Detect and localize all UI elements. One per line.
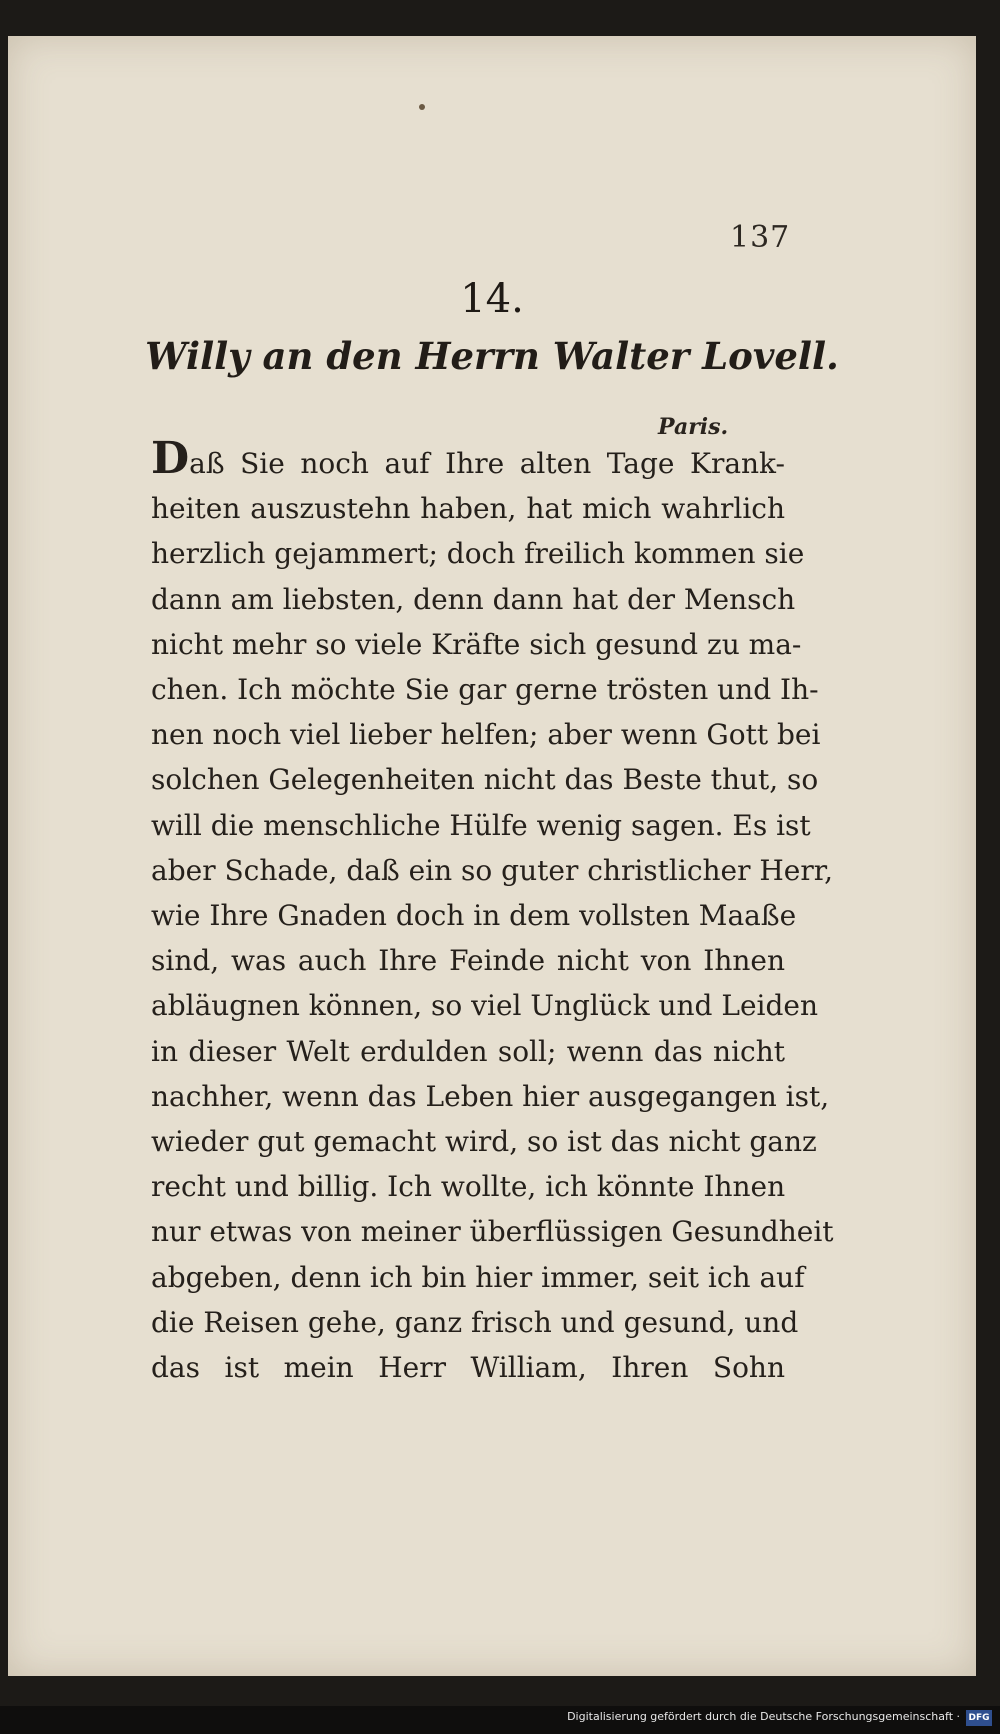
text-line: dann am liebsten, denn dann hat der Mensch [151, 582, 796, 616]
text-line: heiten auszustehn haben, hat mich wahrlich [151, 492, 785, 526]
text-line: recht und billig. Ich wollte, ich könnte Ihnen [151, 1170, 786, 1204]
text-line: wie Ihre Gnaden doch in dem vollsten Maaße [151, 899, 797, 933]
letter-body [151, 433, 834, 1390]
chapter-number: 14. [460, 276, 524, 322]
text-line: will die menschliche Hülfe wenig sagen. Es ist [151, 808, 811, 842]
text-line: nur etwas von meiner überflüssigen Gesundheit [151, 1215, 834, 1249]
page-number: 137 [730, 220, 791, 255]
letter-heading: Willy an den Herrn Walter Lovell. [145, 334, 839, 378]
text-line: nicht mehr so viele Kräfte sich gesund zu ma- [151, 627, 802, 661]
digitization-credit: Digitalisierung gefördert durch die Deutsche Forschungsgemeinschaft · [567, 1710, 960, 1723]
text-line: solchen Gelegenheiten nicht das Beste thut, so [151, 763, 819, 797]
text-line: nen noch viel lieber helfen; aber wenn Gott bei [151, 718, 821, 752]
text-line: nachher, wenn das Leben hier ausgegangen ist, [151, 1079, 830, 1113]
ink-speck [419, 104, 425, 110]
text-line: in dieser Welt erdulden soll; wenn das nicht [151, 1034, 785, 1068]
dfg-logo: DFG [966, 1710, 992, 1726]
text-line: das ist mein Herr William, Ihren Sohn [151, 1351, 785, 1385]
text-line: wieder gut gemacht wird, so ist das nicht ganz [151, 1125, 817, 1159]
text-line: Daß Sie noch auf Ihre alten Tage Krank- [151, 433, 785, 484]
text-line: aber Schade, daß ein so guter christlicher Herr, [151, 853, 833, 887]
text-line: abgeben, denn ich bin hier immer, seit ich auf [151, 1260, 805, 1294]
text-line: herzlich gejammert; doch freilich kommen sie [151, 537, 805, 571]
text-line: abläugnen können, so viel Unglück und Leiden [151, 989, 819, 1023]
book-page [8, 36, 976, 1676]
text-line: chen. Ich möchte Sie gar gerne trösten und Ih- [151, 673, 819, 707]
text-line: sind, was auch Ihre Feinde nicht von Ihnen [151, 944, 785, 978]
letter-place: Paris. [658, 414, 729, 440]
text-line: die Reisen gehe, ganz frisch und gesund, und [151, 1305, 799, 1339]
